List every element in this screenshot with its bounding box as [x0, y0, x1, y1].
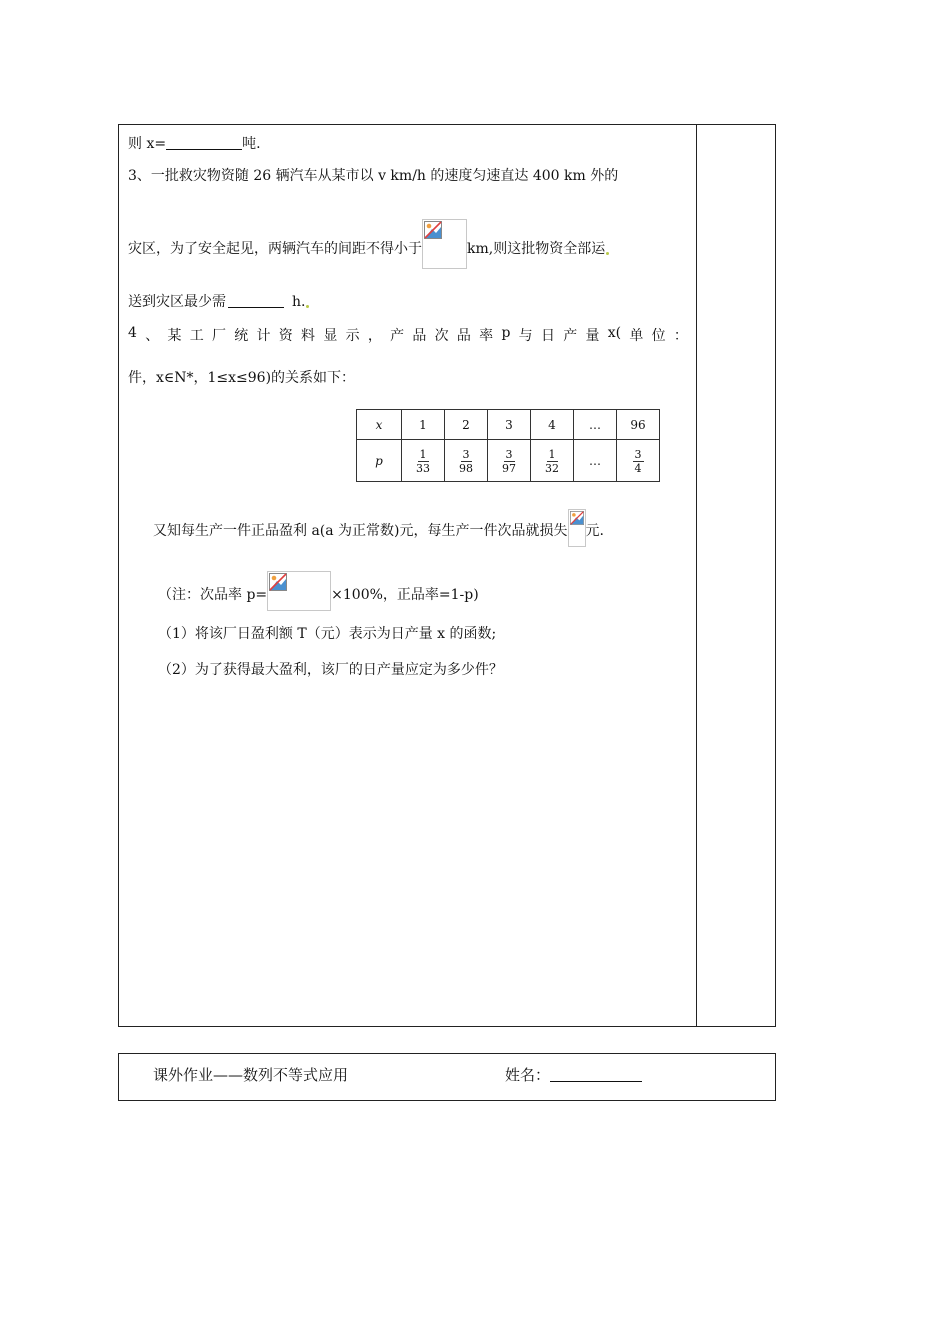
table-cell: 1	[402, 410, 445, 440]
q4-line-1-char: ：	[673, 328, 688, 344]
q4-line-1-char: 料	[301, 328, 316, 344]
name-field: 姓名：	[505, 1064, 642, 1085]
q4-line-2: 件，x∈N*，1≤x≤96)的关系如下：	[128, 370, 356, 386]
homework-header	[118, 1053, 776, 1101]
q4-line-1-char: 率	[479, 328, 494, 344]
table-cell: $\frac{3}{98}$	[445, 440, 488, 482]
answer-blank	[228, 293, 284, 308]
q4-line-1-char: 统	[234, 328, 249, 344]
q4-line-1	[128, 325, 688, 345]
q4-line-1-char: 产	[563, 328, 578, 344]
q4-line-1-char: 厂	[211, 328, 226, 344]
q4-line-1-char: 日	[540, 328, 555, 344]
q4-note: （注：次品率 p= ×100%，正品率=1-p)	[158, 571, 479, 611]
q2-answer-line: 则 x= 吨.	[128, 136, 261, 152]
q4-line-1-char: 产	[390, 328, 405, 344]
q3-line-2: 灾区，为了安全起见，两辆汽车的间距不得小于 km,则这批物资全部运	[128, 219, 609, 269]
q4-line-1-char: 工	[189, 328, 204, 344]
table-cell: $\frac{1}{33}$	[402, 440, 445, 482]
q4-line-3: 又知每生产一件正品盈利 a(a 为正常数)元，每生产一件次品就损失 元.	[153, 509, 604, 547]
q4-line-1-char: x(	[607, 325, 622, 341]
homework-title: 课外作业——数列不等式应用	[153, 1066, 349, 1084]
column-divider	[696, 125, 697, 1026]
name-blank	[550, 1067, 642, 1082]
table-header-x: x	[357, 410, 402, 440]
table-cell: 3	[488, 410, 531, 440]
q4-line-1-char: 示	[345, 328, 360, 344]
table-cell: $\frac{3}{4}$	[617, 440, 660, 482]
q3-line-3: 送到灾区最少需 h.	[128, 291, 309, 311]
missing-image-icon	[568, 509, 586, 547]
table-cell: 2	[445, 410, 488, 440]
q4-line-1-char: 量	[585, 328, 600, 344]
q4-line-1-char: 计	[256, 328, 271, 344]
table-header-p: p	[357, 440, 402, 482]
q4-line-1-char: ，	[367, 328, 382, 344]
missing-image-icon	[267, 571, 331, 611]
defect-rate-table	[356, 409, 660, 482]
table-cell: 4	[531, 410, 574, 440]
table-cell: $\frac{1}{32}$	[531, 440, 574, 482]
table-cell: …	[574, 410, 617, 440]
table-cell: 96	[617, 410, 660, 440]
q4-line-1-char: 品	[456, 328, 471, 344]
q4-sub-question-2: （2）为了获得最大盈利，该厂的日产量应定为多少件？	[158, 662, 503, 678]
q4-sub-question-1: （1）将该厂日盈利额 T（元）表示为日产量 x 的函数;	[158, 626, 497, 642]
q4-line-1-char: 某	[167, 328, 182, 344]
table-row-p	[357, 440, 660, 482]
table-row-x	[357, 410, 660, 440]
q4-line-1-char: 与	[518, 328, 533, 344]
q4-line-1-char: 次	[434, 328, 449, 344]
q3-line-1: 3、一批救灾物资随 26 辆汽车从某市以 v km/h 的速度匀速直达 400 km 外的	[128, 168, 619, 184]
worksheet-frame	[118, 124, 776, 1027]
q4-line-1-char: 品	[412, 328, 427, 344]
q4-line-1-char: 资	[278, 328, 293, 344]
q4-line-1-char: 、	[145, 328, 160, 344]
q4-line-1-char: 单	[629, 328, 644, 344]
table-cell: …	[574, 440, 617, 482]
table-cell: $\frac{3}{97}$	[488, 440, 531, 482]
q4-line-1-char: 4	[128, 325, 137, 341]
q4-line-1-char: 显	[323, 328, 338, 344]
q4-line-1-char: 位	[651, 328, 666, 344]
missing-image-icon	[422, 219, 467, 269]
q4-line-1-char: p	[501, 325, 511, 341]
answer-blank	[166, 135, 242, 150]
